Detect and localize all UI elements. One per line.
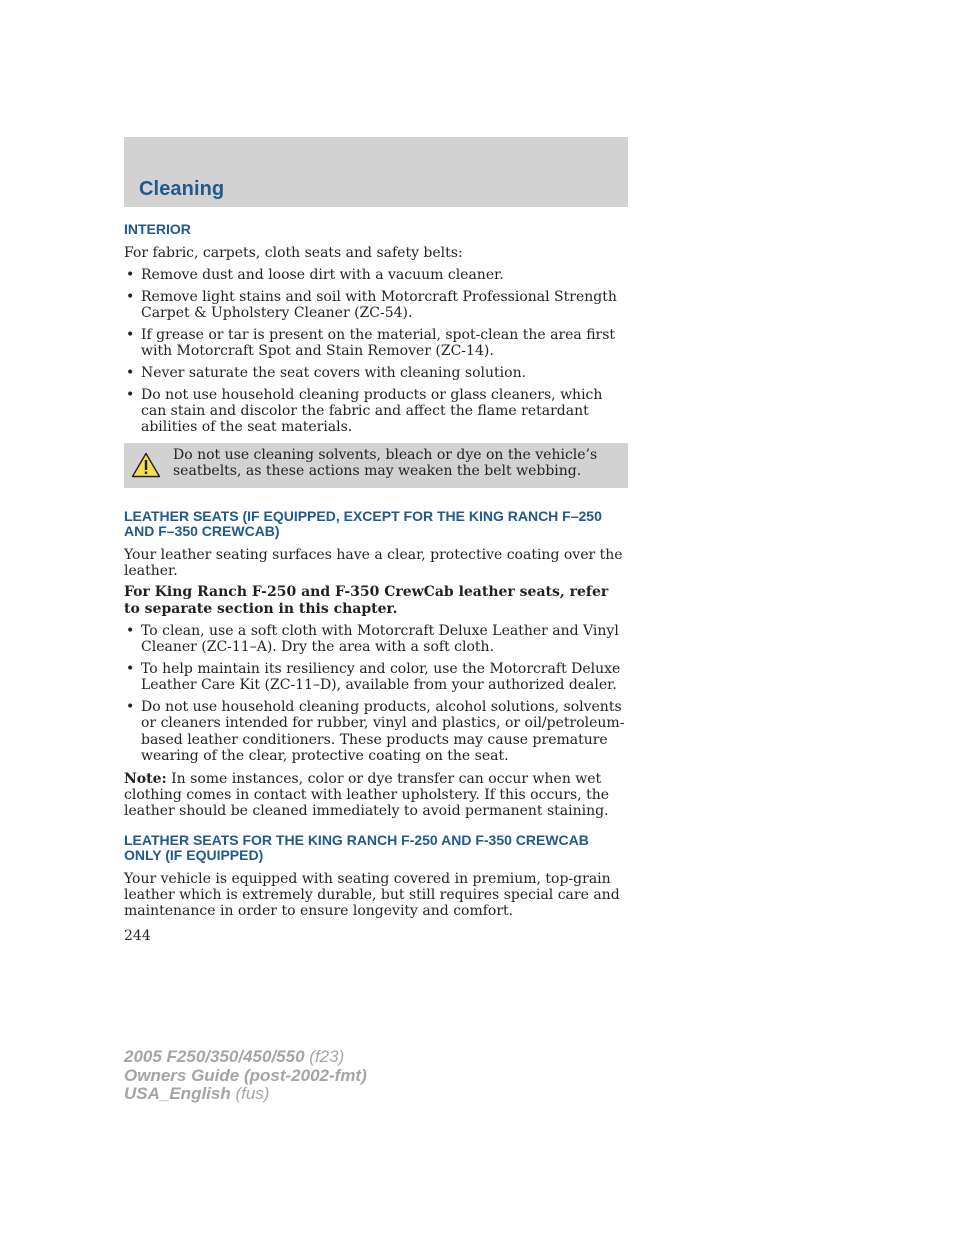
section-heading-interior: INTERIOR xyxy=(124,221,191,237)
list-item: • Do not use household cleaning products, alcohol solutions, solvents or cleaners intended for rubber, vinyl and plastics, or oil/petroleum-based leather conditioners. These products may cause premature wearing of the clear, protective coating on the seat. xyxy=(124,699,628,765)
interior-bullet-list xyxy=(124,267,628,435)
footer-model: 2005 F250/350/450/550 xyxy=(124,1047,305,1066)
note-label: Note: xyxy=(124,770,167,787)
page-content xyxy=(124,220,628,944)
interior-intro: For fabric, carpets, cloth seats and safety belts: xyxy=(124,244,463,261)
list-item: • Never saturate the seat covers with cleaning solution. xyxy=(124,365,628,381)
section-heading-king-ranch: LEATHER SEATS FOR THE KING RANCH F-250 AND F-350 CREWCAB ONLY (IF EQUIPPED) xyxy=(124,831,589,863)
section-heading-leather-seats: LEATHER SEATS (IF EQUIPPED, EXCEPT FOR THE KING RANCH F–250 AND F–350 CREWCAB) xyxy=(124,507,602,539)
warning-triangle-icon xyxy=(131,452,161,478)
list-item: • To clean, use a soft cloth with Motorcraft Deluxe Leather and Vinyl Cleaner (ZC-11–A). Dry the area with a soft cloth. xyxy=(124,623,628,656)
list-item: • Do not use household cleaning products or glass cleaners, which can stain and discolor the fabric and affect the flame retardant abilities of the seat materials. xyxy=(124,387,628,435)
chapter-title: Cleaning xyxy=(139,178,225,200)
footer-line-language xyxy=(124,1085,367,1104)
page-number: 244 xyxy=(124,927,151,944)
list-item: • To help maintain its resiliency and color, use the Motorcraft Deluxe Leather Care Kit (ZC-11–D), available from your authorized dealer. xyxy=(124,661,628,694)
document-footer xyxy=(124,1048,367,1104)
footer-language-code: (fus) xyxy=(230,1084,270,1103)
leather-coating-text: Your leather seating surfaces have a clear, protective coating over the leather. xyxy=(124,546,623,579)
footer-line-model xyxy=(124,1048,367,1067)
footer-language: USA_English xyxy=(124,1084,231,1103)
list-item: • If grease or tar is present on the material, spot-clean the area first with Motorcraft Spot and Stain Remover (ZC-14). xyxy=(124,327,628,359)
list-item: • Remove light stains and soil with Motorcraft Professional Strength Carpet & Upholstery Cleaner (ZC-54). xyxy=(124,289,628,321)
list-item: • Remove dust and loose dirt with a vacuum cleaner. xyxy=(124,267,628,283)
footer-model-code: (f23) xyxy=(304,1047,345,1066)
note-text: In some instances, color or dye transfer can occur when wet clothing comes in contact with leather upholstery. If this occurs, the leather should be cleaned immediately to avoid permanent staining. xyxy=(124,770,610,819)
warning-text: Do not use cleaning solvents, bleach or dye on the vehicle’s seatbelts, as these actions may weaken the belt webbing. xyxy=(173,446,598,479)
chapter-header-band xyxy=(124,137,628,207)
warning-box xyxy=(124,443,628,488)
king-ranch-text: Your vehicle is equipped with seating covered in premium, top-grain leather which is extremely durable, but still requires special care and maintenance in order to ensure longevity and comfort. xyxy=(124,870,620,919)
king-ranch-reference: For King Ranch F-250 and F-350 CrewCab leather seats, refer to separate section in this chapter. xyxy=(124,583,609,617)
leather-bullet-list xyxy=(124,623,628,765)
footer-guide: Owners Guide (post-2002-fmt) xyxy=(124,1065,367,1085)
footer-line-guide xyxy=(124,1067,367,1086)
note-paragraph xyxy=(124,771,628,819)
